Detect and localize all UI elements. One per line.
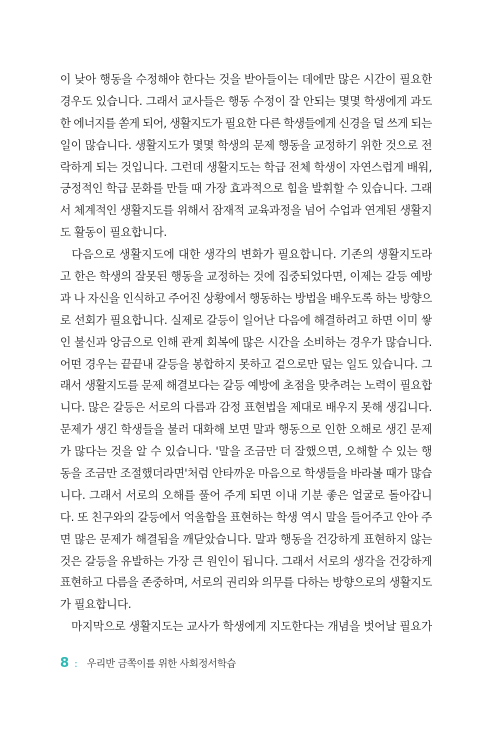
footer-separator: : bbox=[74, 659, 78, 670]
text-line: 면 많은 문제가 해결됨을 깨닫았습니다. 말과 행동을 건강하게 표현하지 않는 bbox=[60, 531, 432, 546]
text-line: 한 에너지를 쏟게 되어, 생활지도가 필요한 다른 학생들에게 신경을 덜 쓰게 되는 bbox=[60, 115, 432, 130]
text-line: 동을 조금만 조절했더라면'처럼 안타까운 마음으로 학생들을 바라볼 때가 많습 bbox=[60, 466, 432, 481]
text-line: 인 불신과 앙금으로 인해 관계 회복에 많은 시간을 소비하는 경우가 많습니다. bbox=[60, 334, 432, 349]
text-line: 긍정적인 학급 문화를 만들 때 가장 효과적으로 힘을 발휘할 수 있습니다. 그래 bbox=[60, 181, 432, 196]
text-line: 마지막으로 생활지도는 교사가 학생에게 지도한다는 개념을 벗어날 필요가 bbox=[60, 619, 432, 634]
text-line: 로 선회가 필요합니다. 실제로 갈등이 일어난 다음에 해결하려고 하면 이미 쌓 bbox=[60, 312, 432, 327]
page-number: 8 bbox=[60, 656, 70, 671]
text-line: 것은 갈등을 유발하는 가장 큰 원인이 됩니다. 그래서 서로의 생각을 건강하게 bbox=[60, 553, 432, 568]
text-line: 과 나 자신을 인식하고 주어진 상황에서 행동하는 방법을 배우도록 하는 방향으 bbox=[60, 290, 432, 305]
text-line: 다음으로 생활지도에 대한 생각의 변화가 필요합니다. 기존의 생활지도라 bbox=[60, 247, 432, 262]
text-line: 도 활동이 필요합니다. bbox=[60, 225, 167, 240]
text-line: 다. 또 친구와의 갈등에서 억울함을 표현하는 학생 역시 말을 들어주고 안아 주 bbox=[60, 509, 432, 524]
text-line: 래서 생활지도를 문제 해결보다는 갈등 예방에 초점을 맞추려는 노력이 필요합 bbox=[60, 378, 432, 393]
text-line: 니다. 많은 갈등은 서로의 다름과 감정 표현법을 제대로 배우지 못해 생깁니다. bbox=[60, 400, 432, 415]
text-line: 락하게 되는 것입니다. 그런데 생활지도는 학급 전체 학생이 자연스럽게 배워, bbox=[60, 159, 432, 174]
text-line: 경우도 있습니다. 그래서 교사들은 행동 수정이 잘 안되는 몇몇 학생에게 과도 bbox=[60, 93, 432, 108]
text-line: 일이 많습니다. 생활지도가 몇몇 학생의 문제 행동을 교정하기 위한 것으로 전 bbox=[60, 137, 432, 152]
text-line: 니다. 그래서 서로의 오해를 풀어 주게 되면 이내 기분 좋은 얼굴로 돌아갑니 bbox=[60, 487, 432, 502]
page-footer bbox=[60, 657, 236, 672]
text-line: 서 체계적인 생활지도를 위해서 잠재적 교육과정을 넘어 수업과 연계된 생활지 bbox=[60, 203, 432, 218]
body-text bbox=[60, 69, 432, 638]
text-line: 가 필요합니다. bbox=[60, 597, 132, 612]
text-line: 표현하고 다름을 존중하며, 서로의 권리와 의무를 다하는 방향으로의 생활지도 bbox=[60, 575, 432, 590]
text-line: 가 많다는 것을 알 수 있습니다. '말을 조금만 더 잘했으면, 오해할 수 있는 행 bbox=[60, 444, 432, 459]
running-title: 우리반 금쪽이를 위한 사회정서학습 bbox=[86, 659, 236, 670]
text-line: 이 낮아 행동을 수정해야 한다는 것을 받아들이는 데에만 많은 시간이 필요한 bbox=[60, 72, 432, 86]
text-line: 고 한은 학생의 잘못된 행동을 교정하는 것에 집중되었다면, 이제는 갈등 예방 bbox=[60, 269, 432, 284]
text-line: 문제가 생긴 학생들을 불러 대화해 보면 말과 행동으로 인한 오해로 생긴 문제 bbox=[60, 422, 432, 437]
text-line: 어떤 경우는 끝끝내 갈등을 봉합하지 못하고 겉으로만 덮는 일도 있습니다. 그 bbox=[60, 356, 432, 371]
